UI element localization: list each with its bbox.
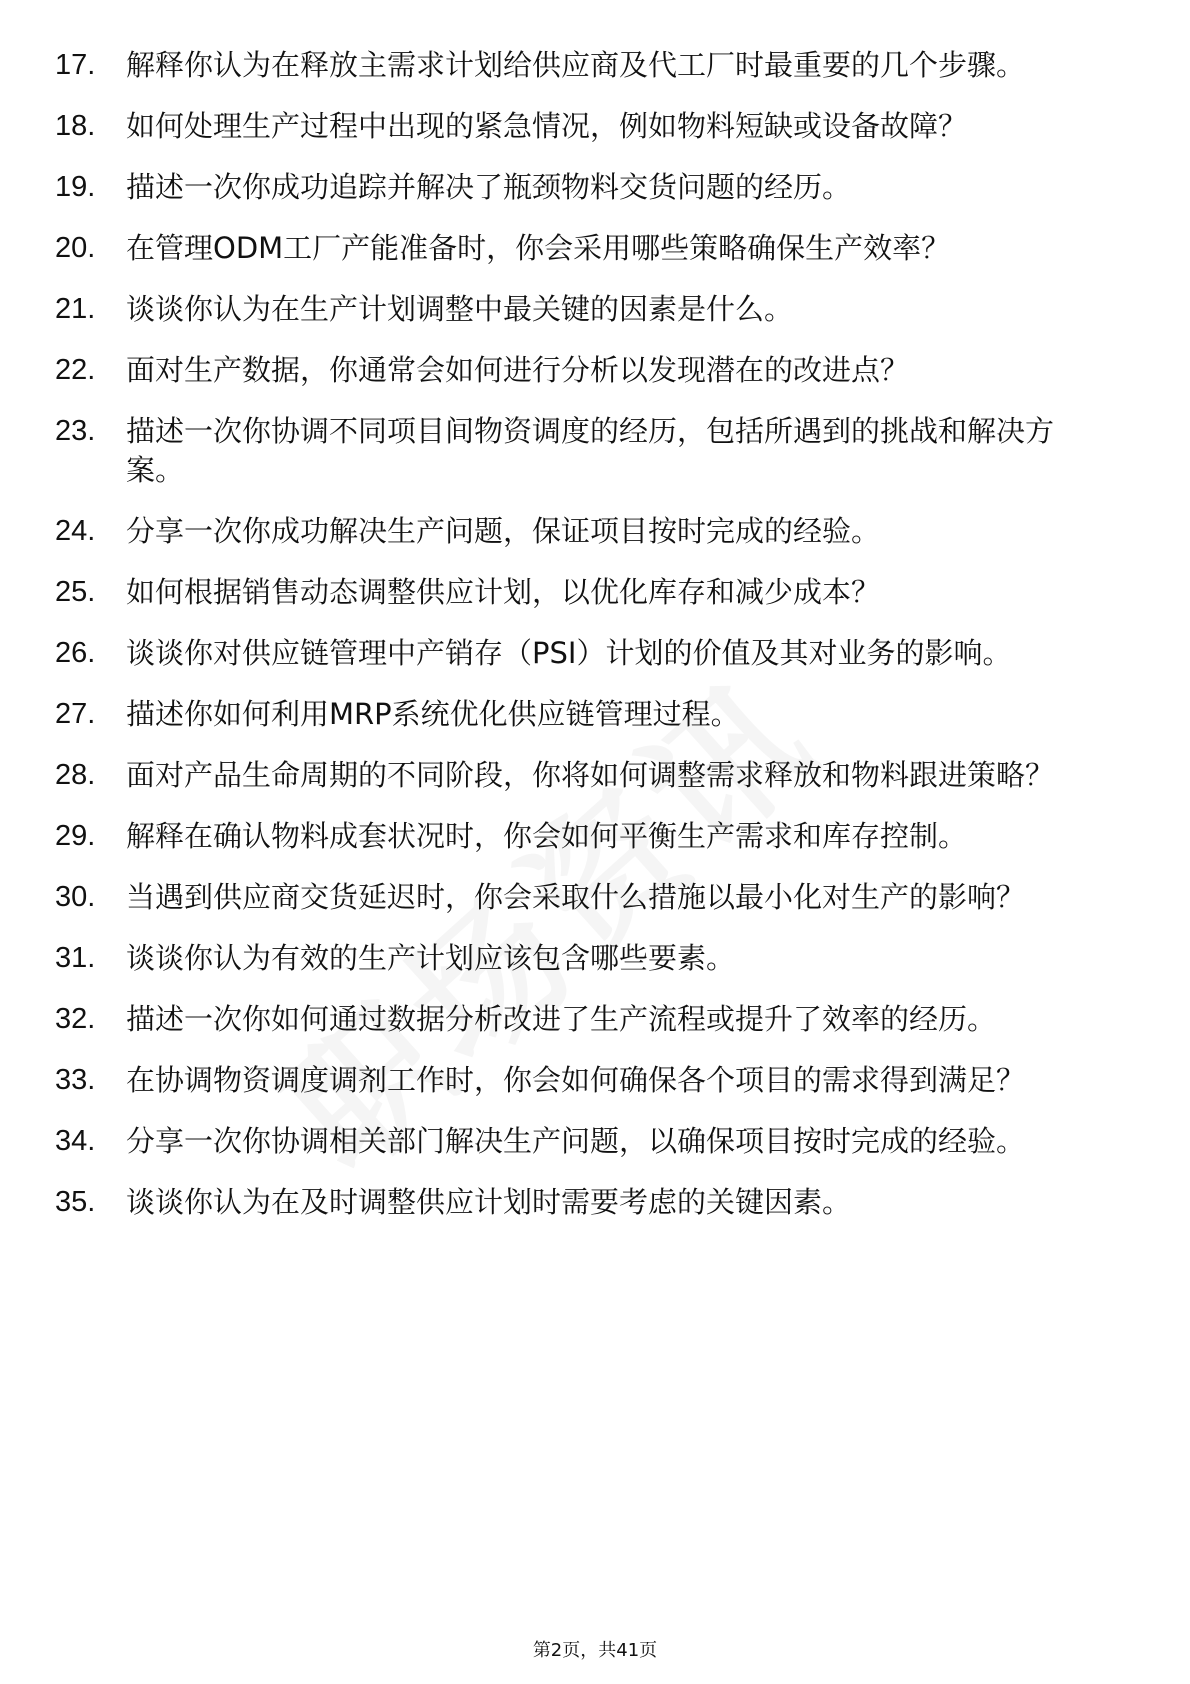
question-text: 谈谈你认为在及时调整供应计划时需要考虑的关键因素。 xyxy=(126,1185,852,1219)
question-item xyxy=(0,939,1190,978)
question-text: 分享一次你成功解决生产问题，保证项目按时完成的经验。 xyxy=(126,514,881,548)
question-item xyxy=(0,817,1190,856)
question-number: 32. xyxy=(55,1003,96,1035)
question-number: 35. xyxy=(55,1186,96,1218)
question-number: 31. xyxy=(55,942,96,974)
question-number: 24. xyxy=(55,515,96,547)
question-number: 26. xyxy=(55,637,96,669)
question-text: 如何根据销售动态调整供应计划，以优化库存和减少成本？ xyxy=(126,575,881,609)
question-text: 谈谈你对供应链管理中产销存（PSI）计划的价值及其对业务的影响。 xyxy=(126,636,1012,670)
question-number: 20. xyxy=(55,232,96,264)
question-item xyxy=(0,878,1190,917)
question-text: 面对生产数据，你通常会如何进行分析以发现潜在的改进点？ xyxy=(126,353,910,387)
question-number: 17. xyxy=(55,49,96,81)
question-item xyxy=(0,1000,1190,1039)
question-item xyxy=(0,1122,1190,1161)
question-text: 解释你认为在释放主需求计划给供应商及代工厂时最重要的几个步骤。 xyxy=(126,48,1026,82)
question-item xyxy=(0,1061,1190,1100)
question-item xyxy=(0,107,1190,146)
question-number: 18. xyxy=(55,110,96,142)
question-number: 27. xyxy=(55,698,96,730)
question-number: 28. xyxy=(55,759,96,791)
question-text: 描述一次你成功追踪并解决了瓶颈物料交货问题的经历。 xyxy=(126,170,852,204)
question-item xyxy=(0,46,1190,85)
question-number: 34. xyxy=(55,1125,96,1157)
question-text: 在协调物资调度调剂工作时，你会如何确保各个项目的需求得到满足？ xyxy=(126,1063,1026,1097)
page-footer: 第2页，共41页 xyxy=(532,1640,658,1661)
question-item xyxy=(0,573,1190,612)
question-item xyxy=(0,351,1190,390)
question-text: 在管理ODM工厂产能准备时，你会采用哪些策略确保生产效率？ xyxy=(126,231,951,265)
question-number: 30. xyxy=(55,881,96,913)
question-number: 29. xyxy=(55,820,96,852)
question-text: 描述你如何利用MRP系统优化供应链管理过程。 xyxy=(126,697,740,731)
question-number: 23. xyxy=(55,415,96,447)
question-item xyxy=(0,512,1190,551)
question-item xyxy=(0,412,1190,490)
question-number: 22. xyxy=(55,354,96,386)
question-item xyxy=(0,168,1190,207)
question-number: 21. xyxy=(55,293,96,325)
question-text: 谈谈你认为有效的生产计划应该包含哪些要素。 xyxy=(126,941,736,975)
question-text: 当遇到供应商交货延迟时，你会采取什么措施以最小化对生产的影响？ xyxy=(126,880,1026,914)
question-text: 如何处理生产过程中出现的紧急情况，例如物料短缺或设备故障？ xyxy=(126,109,968,143)
question-text: 面对产品生命周期的不同阶段，你将如何调整需求释放和物料跟进策略？ xyxy=(126,758,1055,792)
question-text: 描述一次你协调不同项目间物资调度的经历，包括所遇到的挑战和解决方案。 xyxy=(126,414,1055,487)
question-text: 解释在确认物料成套状况时，你会如何平衡生产需求和库存控制。 xyxy=(126,819,968,853)
question-number: 19. xyxy=(55,171,96,203)
question-number: 25. xyxy=(55,576,96,608)
question-item xyxy=(0,1183,1190,1222)
question-item xyxy=(0,290,1190,329)
question-number: 33. xyxy=(55,1064,96,1096)
question-item xyxy=(0,695,1190,734)
question-item xyxy=(0,634,1190,673)
question-item xyxy=(0,756,1190,795)
question-item xyxy=(0,229,1190,268)
question-list xyxy=(0,46,1190,1244)
question-text: 描述一次你如何通过数据分析改进了生产流程或提升了效率的经历。 xyxy=(126,1002,997,1036)
question-text: 分享一次你协调相关部门解决生产问题，以确保项目按时完成的经验。 xyxy=(126,1124,1026,1158)
question-text: 谈谈你认为在生产计划调整中最关键的因素是什么。 xyxy=(126,292,794,326)
